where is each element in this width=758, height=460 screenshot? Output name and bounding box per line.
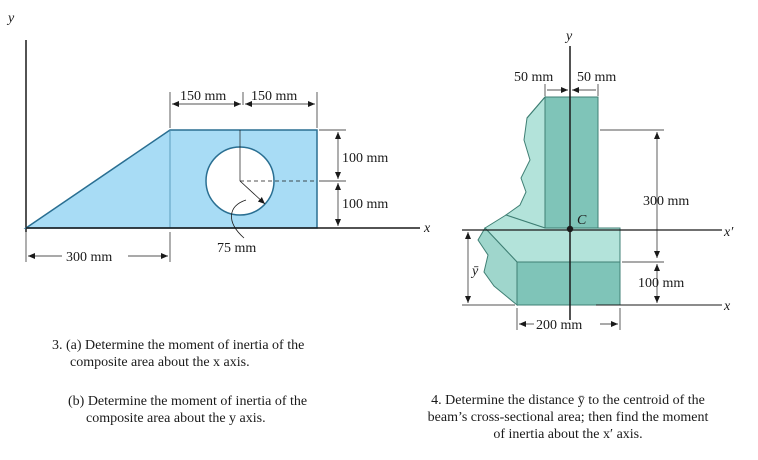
web-left-face — [506, 97, 545, 228]
dim-label-75: 75 mm — [217, 241, 257, 256]
dim-label-100-lower: 100 mm — [342, 197, 389, 212]
composite-area-figure — [6, 11, 431, 265]
dim-label-100-upper: 100 mm — [342, 151, 389, 166]
centroid-label: C — [577, 213, 587, 228]
problem-3a-line1: 3. (a) Determine the moment of inertia of the — [52, 338, 305, 353]
dim-label-150-right: 150 mm — [251, 89, 298, 104]
ybar-label: ȳ — [472, 264, 479, 279]
web-side-face — [545, 97, 598, 228]
problem-4 — [398, 392, 738, 443]
dim-label-200: 200 mm — [536, 318, 583, 333]
problem-3a — [52, 337, 372, 371]
dim-label-150-left: 150 mm — [180, 89, 227, 104]
dim-label-100mm: 100 mm — [638, 276, 685, 291]
problem-3b-line2: composite area about the y axis. — [86, 411, 266, 426]
beam-figure — [462, 29, 734, 333]
flange-front-face — [517, 262, 620, 305]
x-prime-axis-label: x′ — [724, 225, 734, 240]
problem-4-line1: 4. Determine the distance ȳ to the centroid of the — [431, 393, 705, 408]
left-y-axis-label: y — [8, 11, 15, 26]
right-y-axis-label: y — [566, 29, 573, 44]
centroid-point — [567, 226, 573, 232]
dim-label-50-right: 50 mm — [577, 70, 617, 85]
problem-3b — [68, 393, 388, 427]
left-x-axis-label: x — [424, 221, 431, 236]
problem-4-line2: beam’s cross-sectional area; then find the moment — [427, 410, 709, 425]
dim-label-300: 300 mm — [66, 250, 113, 265]
problem-4-line3: of inertia about the x′ axis. — [493, 427, 643, 442]
dim-label-50-left: 50 mm — [514, 70, 554, 85]
dim-label-300mm: 300 mm — [643, 194, 690, 209]
right-x-axis-label: x — [724, 299, 731, 314]
problem-3b-line1: (b) Determine the moment of inertia of the — [68, 394, 308, 409]
problem-3a-line2: composite area about the x axis. — [70, 355, 250, 370]
